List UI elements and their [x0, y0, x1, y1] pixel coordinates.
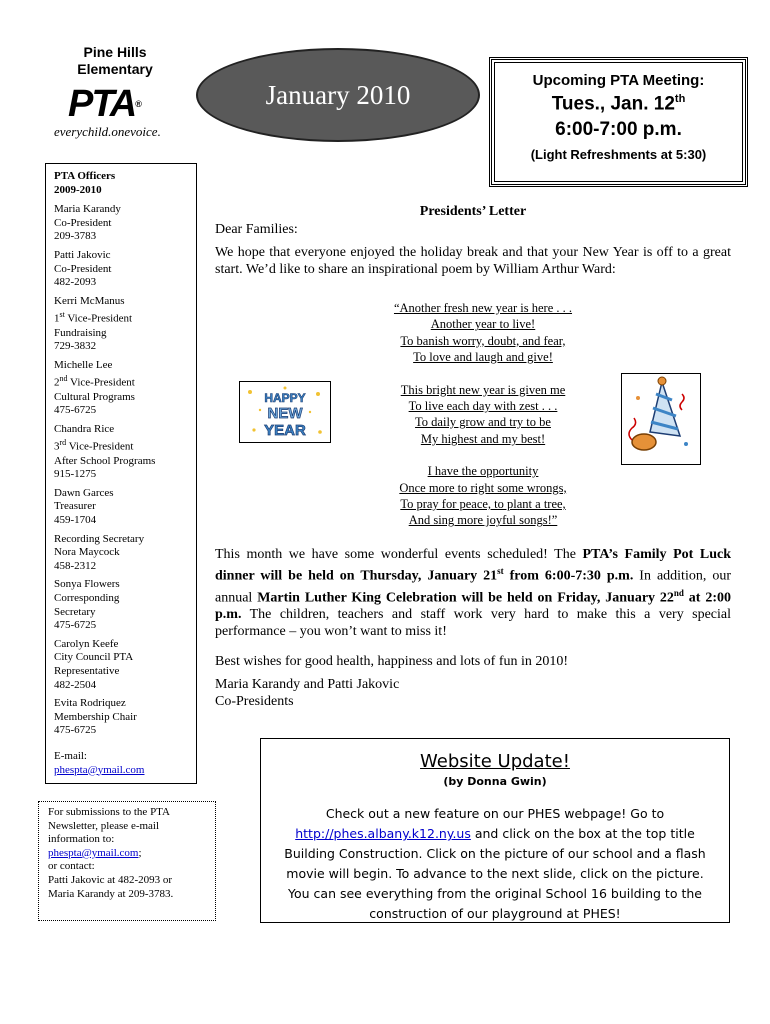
- poem: [350, 300, 616, 545]
- meeting-time: 6:00-7:00 p.m.: [555, 119, 682, 141]
- poem-line: To live each day with zest . . .: [408, 399, 558, 414]
- letter-events: [215, 546, 731, 640]
- upcoming-meeting-box: [489, 57, 748, 187]
- pta-logo-text: PTA: [68, 83, 136, 125]
- letter-wishes: Best wishes for good health, happiness and lots of fun in 2010!: [215, 654, 569, 669]
- events-text: In addition, our annual: [215, 568, 731, 606]
- letter-greeting: Dear Families:: [215, 222, 298, 237]
- officers-heading: [54, 170, 188, 197]
- officer-phone: 475-6725: [54, 724, 97, 737]
- officer-role: Treasurer: [54, 500, 96, 513]
- submissions-line: or contact:: [48, 860, 95, 873]
- officer-name: Nora Maycock: [54, 546, 120, 559]
- officer-entry: [54, 203, 188, 244]
- submissions-box: [38, 801, 216, 921]
- clipart-new: NEW: [267, 405, 303, 422]
- role-title: Vice-President: [64, 313, 133, 325]
- officer-entry: [54, 295, 188, 354]
- officer-role: Recording Secretary: [54, 532, 145, 545]
- month-title-oval: [196, 48, 480, 142]
- ordinal-suffix: rd: [59, 438, 67, 448]
- officer-entry: [54, 359, 188, 418]
- officer-phone: 209-3783: [54, 230, 97, 243]
- officer-name: Kerri McManus: [54, 294, 125, 307]
- submissions-email-suffix: ;: [138, 846, 142, 859]
- submissions-line: Newsletter, please e-mail: [48, 819, 160, 832]
- officer-entry: [54, 487, 188, 528]
- officer-phone: 458-2312: [54, 559, 97, 572]
- officer-phone: 729-3832: [54, 340, 97, 353]
- ordinal-suffix: nd: [59, 374, 68, 384]
- meeting-heading: Upcoming PTA Meeting:: [532, 72, 705, 89]
- officers-heading-line2: 2009-2010: [54, 183, 102, 196]
- poem-stanza: [350, 382, 616, 448]
- poem-stanza: [350, 300, 616, 366]
- officer-role: [54, 436, 188, 454]
- events-mlk: Martin Luther King Celebration will be held on Friday, January 22: [257, 590, 674, 606]
- email-label: E-mail:: [54, 749, 87, 762]
- officer-entry: [54, 638, 188, 692]
- poem-line: “Another fresh new year is here . . .: [393, 301, 573, 315]
- officer-role-detail: After School Programs: [54, 454, 156, 467]
- letter-title: Presidents’ Letter: [419, 204, 527, 219]
- poem-line: I have the opportunity: [427, 464, 539, 479]
- website-url-link[interactable]: http://phes.albany.k12.ny.us: [295, 826, 471, 841]
- ordinal-number: 3: [54, 441, 60, 454]
- submissions-line: Maria Karandy at 209-3783.: [48, 887, 174, 900]
- meeting-date: [492, 93, 745, 115]
- officer-role-detail: Secretary: [54, 605, 96, 618]
- poem-line: This bright new year is given me: [400, 382, 566, 397]
- officer-role-detail: Fundraising: [54, 326, 107, 339]
- website-update-box: [260, 738, 730, 923]
- events-mlk-time: at 2:00 p.m.: [215, 590, 731, 623]
- officer-name: Maria Karandy: [54, 203, 121, 216]
- officer-phone: 915-1275: [54, 468, 97, 481]
- website-byline: (by Donna Gwin): [443, 775, 547, 788]
- officer-entry: [54, 578, 188, 632]
- poem-line: My highest and my best!: [420, 431, 546, 446]
- submissions-line: Patti Jakovic at 482-2093 or: [48, 873, 173, 886]
- website-body: [279, 804, 711, 924]
- officer-role: City Council PTA: [54, 651, 134, 664]
- poem-line: To love and laugh and give!: [413, 350, 553, 365]
- officer-phone: 482-2093: [54, 276, 97, 289]
- pta-logo: [68, 84, 168, 124]
- letter-signature-title: Co-Presidents: [215, 694, 294, 709]
- role-title: Vice-President: [67, 377, 135, 390]
- role-title: Vice-President: [66, 441, 134, 454]
- month-title: January 2010: [265, 79, 411, 110]
- registered-mark: ®: [135, 99, 140, 109]
- poem-stanza: [350, 463, 616, 529]
- poem-line: Once more to right some wrongs,: [399, 480, 567, 495]
- poem-line: And sing more joyful songs!”: [408, 513, 558, 528]
- pta-tagline: everychild.onevoice.: [54, 124, 161, 139]
- meeting-refreshments: (Light Refreshments at 5:30): [530, 147, 707, 163]
- pta-logo-school-name: [55, 44, 175, 78]
- poem-line: To banish worry, doubt, and fear,: [400, 333, 566, 348]
- events-text: This month we have some wonderful events scheduled! The: [215, 547, 583, 562]
- officer-entry: [54, 533, 188, 574]
- officer-role: Membership Chair: [54, 710, 137, 723]
- happy-new-year-clipart: [239, 381, 331, 443]
- officer-phone: 482-2504: [54, 678, 97, 691]
- submissions-email-link[interactable]: phespta@ymail.com: [48, 846, 139, 859]
- clipart-year: YEAR: [264, 422, 306, 439]
- officer-entry: [54, 697, 188, 738]
- website-title: Website Update!: [420, 751, 570, 772]
- meeting-date-sup: th: [674, 93, 686, 105]
- poem-line: To pray for peace, to plant a tree,: [400, 497, 566, 512]
- officer-phone: 475-6725: [54, 404, 97, 417]
- ordinal-number: 2: [54, 377, 60, 390]
- poem-line: To daily grow and try to be: [415, 415, 551, 430]
- submissions-line: For submissions to the PTA: [48, 806, 170, 818]
- events-potluck: PTA’s Family Pot Luck dinner will be held on Thursday, January 21: [215, 547, 732, 584]
- officer-name: Chandra Rice: [54, 422, 115, 435]
- officers-heading-line1: PTA Officers: [54, 170, 116, 182]
- officer-name: Sonya Flowers: [54, 578, 120, 591]
- events-potluck-time: from 6:00-7:30 p.m.: [503, 568, 634, 584]
- meeting-date-text: Tues., Jan. 12: [551, 93, 675, 115]
- officer-name: Patti Jakovic: [54, 248, 111, 261]
- officer-role-detail: Representative: [54, 664, 120, 677]
- website-body-text: Check out a new feature on our PHES webpage! Go to: [325, 806, 665, 821]
- submissions-line: information to:: [48, 833, 115, 846]
- officer-name: Evita Rodriquez: [54, 697, 126, 710]
- officer-role-detail: Cultural Programs: [54, 390, 135, 403]
- ordinal-number: 1: [54, 313, 60, 325]
- officer-entry: [54, 423, 188, 482]
- party-hat-clipart: [621, 373, 701, 465]
- ordinal-suffix: st: [59, 310, 65, 320]
- letter-signature-names: Maria Karandy and Patti Jakovic: [215, 677, 400, 692]
- logo-school-line2: Elementary: [77, 61, 153, 77]
- events-potluck-sup: st: [497, 566, 504, 576]
- officer-role: [54, 372, 188, 390]
- officer-entry: [54, 249, 188, 290]
- letter-intro: We hope that everyone enjoyed the holiday break and that your New Year is off to a great start. We’d like to share an inspirational poem by William Arthur Ward:: [215, 245, 731, 277]
- officers-sidebar: [45, 163, 197, 784]
- officer-role: Co-President: [54, 216, 112, 229]
- officer-phone: 459-1704: [54, 514, 97, 527]
- officer-role: Corresponding: [54, 592, 120, 604]
- events-mlk-sup: nd: [673, 587, 684, 598]
- party-hat-icon: [622, 374, 700, 464]
- website-body-text: and click on the box at the top title Building Construction. Click on the picture of our school and a flash movie will begin. To advance to the next slide, click on the picture. You can see everything from the original School 16 building to the construction of our playground at PHES!: [284, 826, 706, 921]
- officer-name: Carolyn Keefe: [54, 637, 119, 650]
- officer-phone: 475-6725: [54, 619, 97, 632]
- officers-email-link[interactable]: phespta@ymail.com: [54, 763, 145, 776]
- events-text: The children, teachers and staff work very hard to make this a very special performance – you won’t want to miss it!: [215, 607, 731, 640]
- officer-role: [54, 308, 188, 326]
- logo-school-line1: Pine Hills: [83, 44, 147, 60]
- officer-name: Dawn Garces: [54, 486, 114, 499]
- officer-role: Co-President: [54, 262, 112, 275]
- clipart-happy: HAPPY: [264, 391, 306, 405]
- poem-line: Another year to live!: [430, 317, 536, 332]
- officer-name: Michelle Lee: [54, 358, 113, 371]
